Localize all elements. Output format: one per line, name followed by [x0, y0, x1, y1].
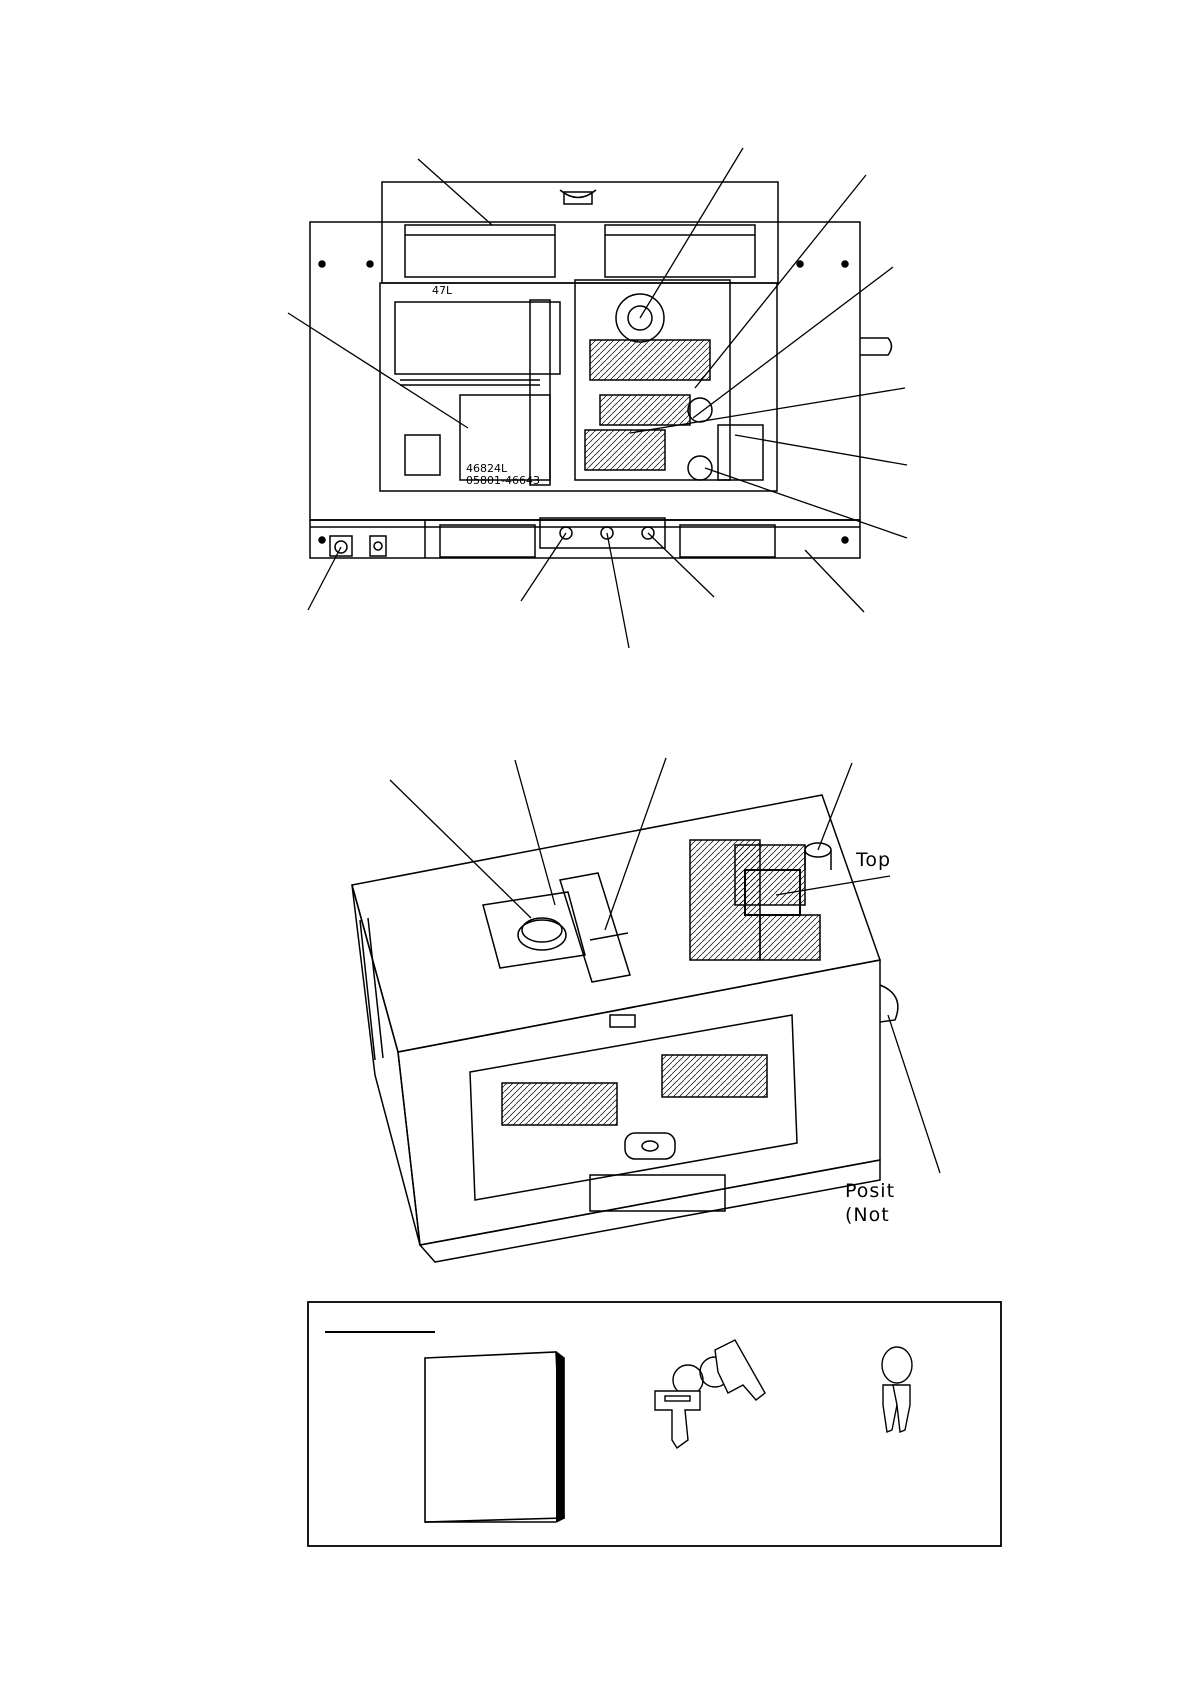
- manual-book-icon: [425, 1352, 564, 1522]
- generator-isometric-view: [352, 795, 898, 1262]
- tank-marking: 47L: [432, 284, 453, 297]
- key-pair-icon: [655, 1340, 765, 1448]
- decal-model: 46824L: [466, 462, 508, 475]
- front-view-leader-lines: [288, 148, 907, 648]
- key-ring-icon: [882, 1347, 912, 1432]
- iso-view-leader-lines: [390, 758, 940, 1173]
- generator-front-view: [310, 182, 892, 558]
- position-label-line2: (Not: [845, 1204, 890, 1226]
- decal-part: 05801-46643: [466, 474, 540, 487]
- position-label-line1: Posit: [845, 1180, 896, 1202]
- top-label: Top: [856, 849, 892, 871]
- accessories-box: [308, 1302, 1001, 1546]
